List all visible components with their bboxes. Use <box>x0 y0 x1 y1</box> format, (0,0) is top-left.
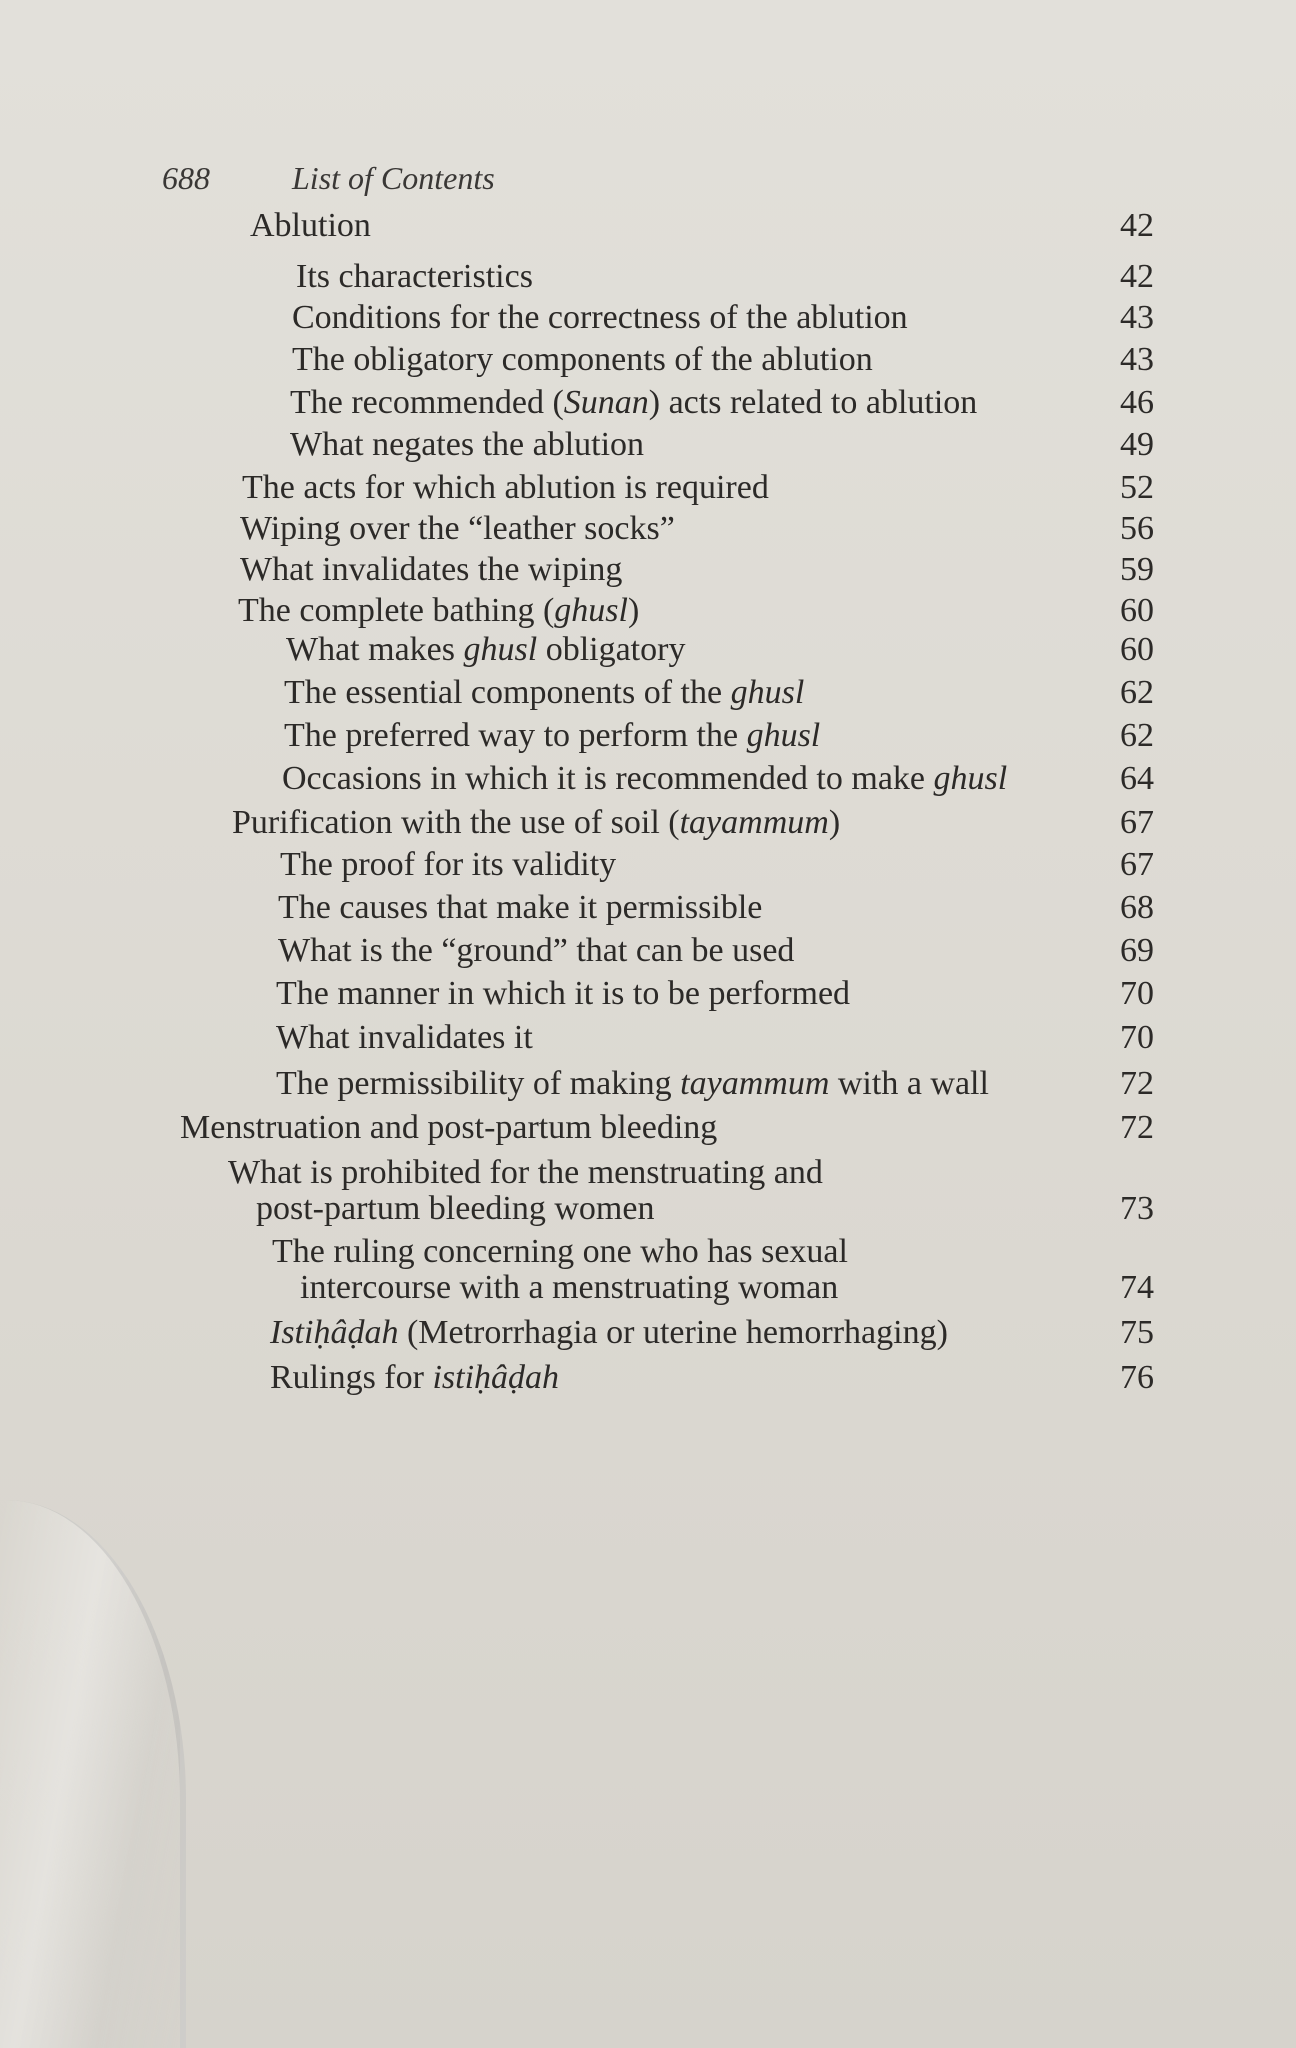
toc-title-italic: tayammum <box>680 1065 830 1102</box>
toc-entry-title: Wiping over the “leather socks” <box>240 510 675 547</box>
toc-page-number: 69 <box>1120 932 1154 969</box>
toc-title-part: ) <box>627 592 640 629</box>
toc-page-number: 49 <box>1120 426 1154 463</box>
toc-entry <box>282 761 1154 797</box>
toc-title-part: The permissibility of making <box>276 1065 681 1102</box>
toc-title-italic: ghusl <box>746 717 821 754</box>
toc-title-italic: Sunan <box>563 384 649 421</box>
toc-entry-title: Its characteristics <box>296 258 533 295</box>
toc-entry-title: What invalidates the wiping <box>240 551 623 588</box>
toc-entry-title: The manner in which it is to be performed <box>276 975 851 1012</box>
toc-entry-title <box>276 1066 1154 1102</box>
toc-page-number: 60 <box>1120 631 1154 668</box>
toc-entry <box>272 1234 1154 1306</box>
toc-title-part: ) <box>828 804 841 841</box>
toc-entry-title <box>232 805 1154 841</box>
toc-entry-title: Ablution <box>250 207 371 244</box>
toc-title-part: Rulings for <box>270 1359 433 1396</box>
toc-title-part: ) acts related to ablution <box>648 384 978 421</box>
toc-page-number: 67 <box>1120 804 1154 841</box>
toc-entry <box>240 511 1154 547</box>
toc-page-number: 62 <box>1120 717 1154 754</box>
toc-title-part: Purification with the use of soil ( <box>232 804 680 841</box>
toc-entry-title <box>238 593 1154 629</box>
toc-entry <box>290 427 1154 463</box>
toc-entry <box>238 593 1154 629</box>
toc-title-part: The recommended ( <box>290 384 564 421</box>
toc-entry <box>250 208 1154 244</box>
toc-entry <box>276 1020 1154 1056</box>
toc-title-italic: istiḥâḍah <box>432 1359 560 1396</box>
toc-title-part: obligatory <box>537 631 686 668</box>
glass-object-overlay <box>0 1500 186 2048</box>
toc-entry <box>286 632 1154 668</box>
toc-title-part: (Metrorrhagia or uterine hemorrhaging) <box>398 1314 948 1351</box>
toc-entry <box>270 1315 1154 1351</box>
toc-page-number: 68 <box>1120 889 1154 926</box>
toc-title-italic: ghusl <box>463 631 538 668</box>
toc-title-part: What makes <box>286 631 464 668</box>
toc-entry <box>278 890 1154 926</box>
toc-title-italic: tayammum <box>679 804 829 841</box>
toc-entry <box>284 675 1154 711</box>
toc-title-part: with a wall <box>829 1065 989 1102</box>
toc-entry-title: Conditions for the correctness of the ablution <box>292 299 908 336</box>
toc-page-number: 56 <box>1120 510 1154 547</box>
toc-entry-title <box>284 675 1154 711</box>
toc-entry-title: Menstruation and post-partum bleeding <box>180 1109 718 1146</box>
toc-page-number: 43 <box>1120 341 1154 378</box>
toc-entry <box>278 933 1154 969</box>
toc-entry-title <box>270 1360 1154 1396</box>
toc-page-number: 59 <box>1120 551 1154 588</box>
toc-entry <box>232 805 1154 841</box>
toc-page-number: 73 <box>1120 1190 1154 1228</box>
toc-page-number: 42 <box>1120 258 1154 295</box>
toc-title-italic: ghusl <box>730 674 805 711</box>
toc-entry-title <box>286 632 1154 668</box>
toc-title-italic: Istiḥâḍah <box>270 1314 399 1351</box>
toc-entry <box>240 552 1154 588</box>
toc-entry-title: What negates the ablution <box>290 426 645 463</box>
toc-entry <box>280 847 1154 883</box>
toc-entry-title <box>290 385 1154 421</box>
toc-title-part: The complete bathing ( <box>238 592 555 629</box>
toc-entry <box>276 976 1154 1012</box>
toc-title-part: The essential components of the <box>284 674 731 711</box>
toc-entry-title: What is prohibited for the menstruating and <box>228 1154 823 1191</box>
toc-entry <box>180 1110 1154 1146</box>
toc-entry-title: The obligatory components of the ablution <box>292 341 873 378</box>
toc-entry <box>242 470 1154 506</box>
toc-page-number: 70 <box>1120 975 1154 1012</box>
toc-entry <box>296 259 1154 295</box>
toc-entry <box>292 300 1154 336</box>
toc-page-number: 62 <box>1120 674 1154 711</box>
toc-title-part: Occasions in which it is recommended to make <box>282 760 934 797</box>
page-header <box>162 160 495 197</box>
toc-title-italic: ghusl <box>554 592 628 629</box>
toc-page-number: 74 <box>1120 1269 1154 1307</box>
toc-title-italic: ghusl <box>933 760 1008 797</box>
toc-entry-title: What is the “ground” that can be used <box>278 932 795 969</box>
toc-entry <box>284 718 1154 754</box>
toc-entry-title: What invalidates it <box>276 1019 533 1056</box>
toc-page-number: 52 <box>1120 469 1154 506</box>
toc-entry <box>276 1066 1154 1102</box>
toc-page-number: 64 <box>1120 760 1154 797</box>
toc-entry-title <box>282 761 1154 797</box>
toc-page-number: 67 <box>1120 846 1154 883</box>
toc-page-number: 46 <box>1120 384 1154 421</box>
toc-entry <box>228 1155 1154 1227</box>
toc-entry-title: The proof for its validity <box>280 846 617 883</box>
toc-page-number: 72 <box>1120 1065 1154 1102</box>
toc-entry <box>290 385 1154 421</box>
toc-page-number: 42 <box>1120 207 1154 244</box>
toc-entry-title <box>270 1315 1154 1351</box>
toc-entry-continuation: intercourse with a menstruating woman <box>300 1269 839 1307</box>
toc-page-number: 75 <box>1120 1314 1154 1351</box>
toc-entry-title: The ruling concerning one who has sexual <box>272 1233 848 1270</box>
toc-entry <box>270 1360 1154 1396</box>
toc-entry <box>292 342 1154 378</box>
toc-page-number: 72 <box>1120 1109 1154 1146</box>
toc-entry-title: The causes that make it permissible <box>278 889 763 926</box>
toc-page-number: 76 <box>1120 1359 1154 1396</box>
toc-title-part: The preferred way to perform the <box>284 717 747 754</box>
toc-page-number: 43 <box>1120 299 1154 336</box>
toc-entry-title <box>284 718 1154 754</box>
toc-entry-title: The acts for which ablution is required <box>242 469 769 506</box>
page-number: 688 <box>162 160 210 196</box>
toc-entry-continuation: post-partum bleeding women <box>256 1190 655 1228</box>
running-title: List of Contents <box>292 160 495 196</box>
toc-page-number: 60 <box>1120 592 1154 629</box>
toc-page-number: 70 <box>1120 1019 1154 1056</box>
